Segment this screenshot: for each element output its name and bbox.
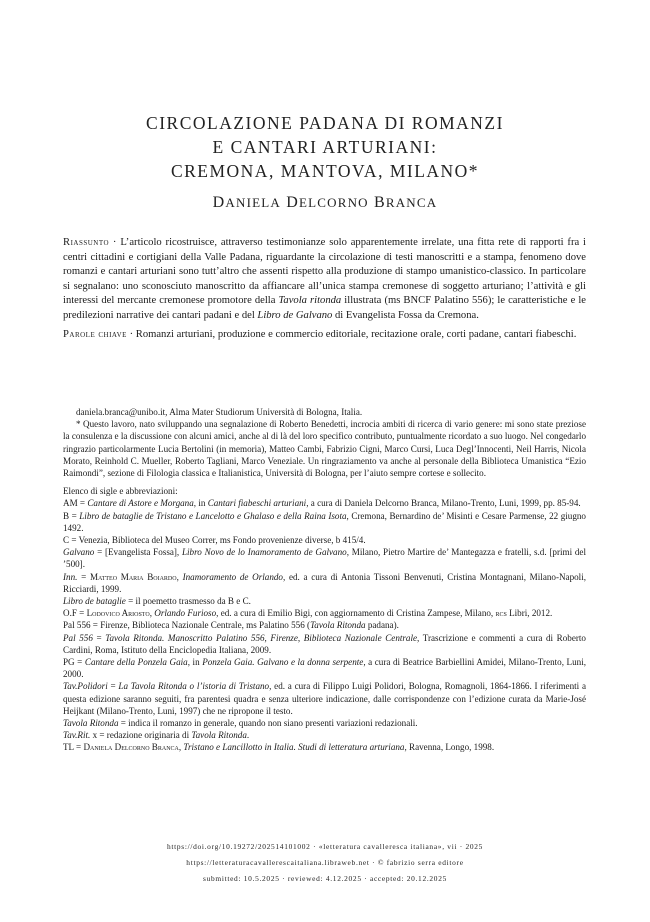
abbr-pal2-key: Pal 556 <box>63 632 93 643</box>
abbr-galvano-title: Libro Novo de lo Inamoramento de Galvano <box>181 547 347 558</box>
abbr-b-key: B = <box>63 510 80 521</box>
title-line-2: E CANTARI ARTURIANI: <box>212 137 438 157</box>
keywords-label: Parole chiave <box>63 328 127 340</box>
abbr-libro-de-bataglie <box>63 595 586 607</box>
abstract-label: Riassunto <box>63 237 110 248</box>
keywords-separator: · <box>126 328 136 340</box>
author-first-rest: ANIELA <box>225 195 281 210</box>
abbr-tp-eq: = <box>107 681 119 692</box>
abstract-italic-2: Libro de Galvano <box>257 309 333 321</box>
footer-dates-line: submitted: 10.5.2025 · reviewed: 4.12.2025 · accepted: 20.12.2025 <box>203 874 447 883</box>
abbr-am-title: Cantare di Astore e Morgana <box>87 498 194 509</box>
abbr-tl-author: Daniela Delcorno Branca <box>83 742 179 753</box>
abbr-tp-details: , ed. a cura di Filippo Luigi Polidori, Bologna, Romagnoli, 1864-1866. I riferimenti a questa edizione saranno seguiti, fra parentesi quadra e senza ulteriore indicazione, dalle corrispondenze con l’edizione curata da Marie-José Heijkant (Milano-Trento, Luni, 1997) che ne ripropone il testo. <box>63 681 586 716</box>
abbr-pal-key: Pal 556 = Firenze, Biblioteca Nazionale Centrale, ms Palatino 556 ( <box>63 620 311 631</box>
abbr-pg-title: Cantare della Ponzela Gaia <box>84 657 188 668</box>
abstract-separator: · <box>109 237 121 248</box>
abbr-of <box>63 607 586 619</box>
abbr-galvano-details: , Milano, Pietro Martire de’ Mantegazza e fratelli, s.d. [primi del ’500]. <box>63 547 586 570</box>
abbr-c: C = Venezia, Biblioteca del Museo Correr, ms Fondo provenienze diverse, b 415/4. <box>63 535 366 546</box>
abbr-pal-edition <box>63 632 586 656</box>
abbr-pal2-eq: = <box>92 632 106 643</box>
abbr-inn-eq: = <box>77 571 90 582</box>
abbr-of-details-end: Libri, 2012. <box>506 608 553 619</box>
author-first-initial: D <box>212 194 226 211</box>
keywords-paragraph <box>63 328 586 343</box>
abbr-pg <box>63 656 586 680</box>
abstract-paragraph <box>63 236 586 324</box>
abbr-of-sep: , <box>149 608 155 619</box>
abbreviations-title: Elenco di sigle e abbreviazioni: <box>63 486 178 497</box>
abbr-am-details: , a cura di Daniela Delcorno Branca, Milano-Trento, Luni, 1999, pp. 85-94. <box>306 498 581 509</box>
abbr-pg-key: PG = <box>63 657 85 668</box>
abbr-pal-details: padana). <box>365 620 399 631</box>
abstract-text-2: illustrata (ms BNCF Palatino 556); le caratteristiche e le predilezioni narrative dei cantari padani e del <box>63 295 586 321</box>
abbr-tl <box>63 741 586 753</box>
abbr-am-key: AM = <box>63 498 88 509</box>
abbr-tp-key: Tav.Polidori <box>63 681 108 692</box>
abbr-pal <box>63 619 586 631</box>
abbr-tp-title: La Tavola Ritonda o l’istoria di Tristano <box>118 681 270 692</box>
author-email-note: daniela.branca@unibo.it, Alma Mater Studiorum Università di Bologna, Italia. <box>76 407 363 417</box>
abbr-pg-details: , a cura di Beatrice Barbiellini Amidei, Milano-Trento, Luni, 2000. <box>63 657 587 680</box>
abbr-pal2-title: Tavola Ritonda. Manoscritto Palatino 556, Firenze, Biblioteca Nazionale Centrale <box>105 632 418 643</box>
abbr-trit-eq: x = redazione originaria di <box>90 730 192 741</box>
abbr-trit-key: Tav.Rit. <box>63 730 91 741</box>
author-last2-initial: B <box>373 194 386 211</box>
abbr-of-publisher: rcs <box>495 608 507 619</box>
abbr-am <box>63 497 586 509</box>
abbr-lb-key: Libro de bataglie <box>63 596 126 607</box>
keywords-text: Romanzi arturiani, produzione e commercio editoriale, recitazione orale, corti padane, cantari fiabeschi. <box>135 328 577 340</box>
abbr-inn-key: Inn. <box>63 571 78 582</box>
abbr-of-key: O.F = <box>63 608 87 619</box>
abbr-tav-rit <box>63 729 586 741</box>
abbr-of-details: , ed. a cura di Emilio Bigi, con aggiornamento di Cristina Zampese, Milano, <box>216 608 496 619</box>
abbr-inn <box>63 571 586 595</box>
title-line-3: CREMONA, MANTOVA, MILANO* <box>170 161 480 181</box>
author-last1-initial: D <box>286 194 299 211</box>
page-footer <box>60 839 590 887</box>
abbr-tl-title: Tristano e Lancillotto in Italia. Studi di letteratura arturiana <box>183 742 405 753</box>
abbr-galvano-key: Galvano <box>63 547 95 558</box>
title-line-1: CIRCOLAZIONE PADANA DI ROMANZI <box>146 113 504 133</box>
abbr-tl-sep: , <box>178 742 184 753</box>
abbr-pg-volume: Ponzela Gaia. Galvano e la donna serpente <box>202 657 364 668</box>
abbr-trit-end: . <box>246 730 250 741</box>
abbr-pal2-details: , Trascrizione e commenti a cura di Roberto Cardini, Roma, Istituto della Enciclopedia Italiana, 2009. <box>63 632 586 655</box>
abbr-am-volume: Cantari fiabeschi arturiani <box>207 498 307 509</box>
abbr-tl-key: TL = <box>63 742 84 753</box>
abbr-inn-title: Inamoramento de Orlando <box>182 571 283 582</box>
abbr-am-sep: , in <box>193 498 208 509</box>
abbr-pal-title: Tavola Ritonda <box>310 620 366 631</box>
abbr-inn-details: , ed. a cura di Antonia Tissoni Benvenuti, Cristina Montagnani, Milano-Napoli, Ricciardi, 1999. <box>63 571 587 594</box>
abbr-b <box>63 510 586 534</box>
abbr-galvano <box>63 546 586 570</box>
abbr-tav-polidori <box>63 680 586 717</box>
abbr-trit-title: Tavola Ritonda <box>191 730 247 741</box>
abstract-block <box>63 236 586 342</box>
abbr-lb-details: = il poemetto trasmesso da B e C. <box>125 596 251 607</box>
abstract-text-1: L’articolo ricostruisce, attraverso testimonianze solo apparentemente irrelate, una fitta rete di rapporti fra i centri cittadini e cortigiani della Valle Padana, riguardante la circolazione di testi manoscritti e a stampa, fenomeno dove romanzi e cantari arturiani sono tutt’altro che assenti rispetto alla produzione di stampo umanistico-classico. In particolare si segnalano: uno sconosciuto manoscritto da affiancare all’unica stampa cremonese di soggetto arturiano; l’attività e gli interessi del mercante cremonese promotore della <box>63 237 586 307</box>
footnotes-block <box>63 406 586 754</box>
abbr-of-title: Orlando Furioso <box>154 608 217 619</box>
abbr-galvano-author: = [Evangelista Fossa], <box>94 547 182 558</box>
footer-website-line: https://letteraturacavallerescaitaliana.libraweb.net · © fabrizio serra editore <box>186 858 464 867</box>
abbr-inn-author: Matteo Maria Boiardo <box>89 571 177 582</box>
abbr-b-title: Libro de bataglie de Tristano e Lancelotto e Ghalaso e della Raina Isota <box>79 510 347 521</box>
abbr-tr-details: = indica il romanzo in generale, quando non siano presenti variazioni redazionali. <box>118 718 418 729</box>
acknowledgement-note: * Questo lavoro, nato sviluppando una segnalazione di Roberto Benedetti, incrocia ambiti di ricerca di vario genere: mi sono state preziose la consulenza e la discussione con alcuni amici, anche al di là del loro specifico contributo, puntualmente ricordato a suo luogo. Nel congedarlo ringrazio particolarmente Lucia Bertolini (in memoria), Matteo Cambi, Fabrizio Cigni, Marco Cursi, Luca Degl’Innocenti, Neil Harris, Nicola Morato, Reinhold C. Mueller, Roberto Tagliani, Marco Veneziale. Un ringraziamento va anche al personale della Biblioteca Umanistica “Ezio Raimondi”, sezione di Filologia classica e Italianistica, Università di Bologna, per l’aiuto sempre cortese e sollecito. <box>63 419 586 479</box>
abbr-tl-details: , Ravenna, Longo, 1998. <box>404 742 495 753</box>
abbr-inn-sep: , <box>176 571 183 582</box>
article-title <box>60 111 590 183</box>
abstract-italic-1: Tavola ritonda <box>278 295 342 307</box>
footer-doi-line: https://doi.org/10.19272/202514101002 · «letteratura cavalleresca italiana», vii · 2025 <box>166 842 484 851</box>
abbr-tavola-ritonda <box>63 717 586 729</box>
abstract-text-3: di Evangelista Fossa da Cremona. <box>332 309 479 321</box>
author-last1-rest: ELCORNO <box>298 195 369 210</box>
author-last2-rest: RANCA <box>385 195 438 210</box>
abbr-b-details: , Cremona, Bernardino de’ Misinti e Cesare Parmense, 22 giugno 1492. <box>63 510 586 533</box>
article-author <box>60 194 590 212</box>
abbr-tr-key: Tavola Ritonda <box>63 718 119 729</box>
abbr-pg-sep: , in <box>187 657 203 668</box>
abbr-of-author: Lodovico Ariosto <box>86 608 150 619</box>
